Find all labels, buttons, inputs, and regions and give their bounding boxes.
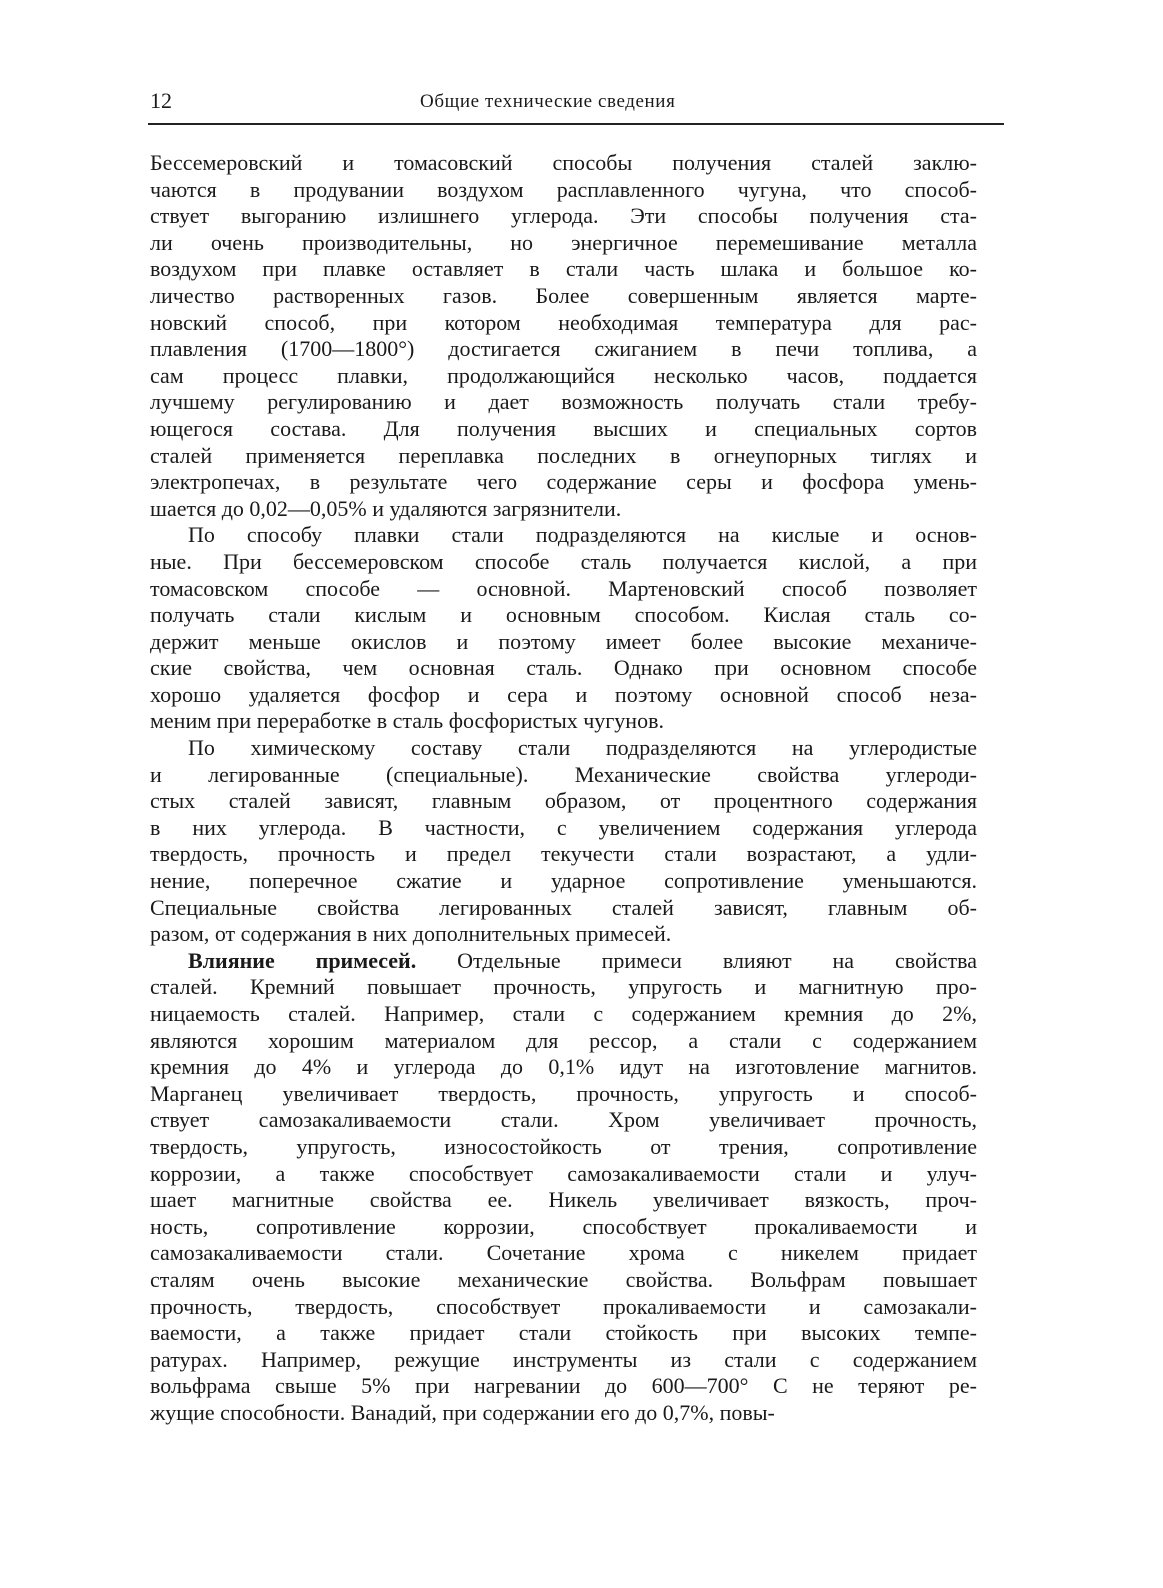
text-line: прочность, твердость, способствует прокаливаемости и самозакали- <box>150 1293 977 1319</box>
paragraph <box>150 150 977 522</box>
text-line: чаются в продувании воздухом расплавленного чугуна, что способ- <box>150 176 977 202</box>
text-line: воздухом при плавке оставляет в стали часть шлака и большое ко- <box>150 256 977 282</box>
text-line: лучшему регулированию и дает возможность получать стали требу- <box>150 389 977 415</box>
paragraph-first-line <box>150 948 977 975</box>
text-line: твердость, прочность и предел текучести стали возрастают, а удли- <box>150 841 977 867</box>
line-text: Отдельные примеси влияют на свойства <box>416 947 977 973</box>
text-line: разом, от содержания в них дополнительных примесей. <box>150 921 672 947</box>
text-line: Специальные свойства легированных сталей зависят, главным об- <box>150 894 977 920</box>
paragraph <box>150 522 977 735</box>
text-line: получать стали кислым и основным способом. Кислая сталь со- <box>150 602 977 628</box>
text-line: хорошо удаляется фосфор и сера и поэтому основной способ неза- <box>150 681 977 707</box>
text-line: По способу плавки стали подразделяются на кислые и основ- <box>188 522 977 548</box>
text-line: ющегося состава. Для получения высших и специальных сортов <box>150 415 977 441</box>
text-line: и легированные (специальные). Механические свойства углероди- <box>150 761 977 787</box>
text-line: стых сталей зависят, главным образом, от процентного содержания <box>150 788 977 814</box>
header-rule <box>148 123 1004 125</box>
text-line: ность, сопротивление коррозии, способствует прокаливаемости и <box>150 1213 977 1239</box>
text-line: Бессемеровский и томасовский способы получения сталей заклю- <box>150 150 977 175</box>
text-line: самозакаливаемости стали. Сочетание хрома с никелем придает <box>150 1240 977 1266</box>
text-line: жущие способности. Ванадий, при содержании его до 0,7%, повы- <box>150 1399 775 1425</box>
text-line: коррозии, а также способствует самозакаливаемости стали и улуч- <box>150 1160 977 1186</box>
paragraph <box>150 948 977 1427</box>
text-line: шает магнитные свойства ее. Никель увеличивает вязкость, проч- <box>150 1187 977 1213</box>
text-line: ствует самозакаливаемости стали. Хром увеличивает прочность, <box>150 1107 977 1133</box>
text-line: в них углерода. В частности, с увеличением содержания углерода <box>150 814 977 840</box>
section-run-in-heading: Влияние примесей. <box>188 947 417 973</box>
text-line: новский способ, при котором необходимая температура для рас- <box>150 309 977 335</box>
text-line: сталям очень высокие механические свойства. Вольфрам повышает <box>150 1266 977 1292</box>
text-line: сталей. Кремний повышает прочность, упругость и магнитную про- <box>150 974 977 1000</box>
text-line: сам процесс плавки, продолжающийся несколько часов, поддается <box>150 362 977 388</box>
text-line: держит меньше окислов и поэтому имеет более высокие механиче- <box>150 628 977 654</box>
text-line: ные. При бессемеровском способе сталь получается кислой, а при <box>150 548 977 574</box>
page-header <box>150 88 1005 118</box>
text-line: плавления (1700—1800°) достигается сжиганием в печи топлива, а <box>150 336 977 362</box>
text-line: кремния до 4% и углерода до 0,1% идут на изготовление магнитов. <box>150 1054 977 1080</box>
text-line: шается до 0,02—0,05% и удаляются загрязнители. <box>150 495 622 521</box>
text-line: меним при переработке в сталь фосфористых чугунов. <box>150 708 664 734</box>
text-line: твердость, упругость, износостойкость от трения, сопротивление <box>150 1133 977 1159</box>
text-line: ствует выгоранию излишнего углерода. Эти способы получения ста- <box>150 203 977 229</box>
text-line: ратурах. Например, режущие инструменты из стали с содержанием <box>150 1346 977 1372</box>
paragraph <box>150 735 977 948</box>
text-line: ваемости, а также придает стали стойкость при высоких темпе- <box>150 1320 977 1346</box>
text-line: нение, поперечное сжатие и ударное сопротивление уменьшаются. <box>150 868 977 894</box>
body-text <box>150 150 977 1427</box>
text-line: ницаемость сталей. Например, стали с содержанием кремния до 2%, <box>150 1001 977 1026</box>
text-line: являются хорошим материалом для рессор, а стали с содержанием <box>150 1027 977 1053</box>
running-head: Общие технические сведения <box>420 91 676 112</box>
text-line: электропечах, в результате чего содержание серы и фосфора умень- <box>150 469 977 495</box>
text-line: личество растворенных газов. Более совершенным является марте- <box>150 282 977 308</box>
text-line: вольфрама свыше 5% при нагревании до 600—700° С не теряют ре- <box>150 1373 977 1399</box>
text-line: сталей применяется переплавка последних в огнеупорных тиглях и <box>150 442 977 468</box>
page-number: 12 <box>150 88 172 113</box>
text-line: томасовском способе — основной. Мартеновский способ позволяет <box>150 575 977 601</box>
text-line: ли очень производительны, но энергичное перемешивание металла <box>150 229 977 255</box>
text-line: По химическому составу стали подразделяются на углеродистые <box>188 735 977 761</box>
text-line: Марганец увеличивает твердость, прочность, упругость и способ- <box>150 1080 977 1106</box>
text-line: ские свойства, чем основная сталь. Однако при основном способе <box>150 655 977 681</box>
